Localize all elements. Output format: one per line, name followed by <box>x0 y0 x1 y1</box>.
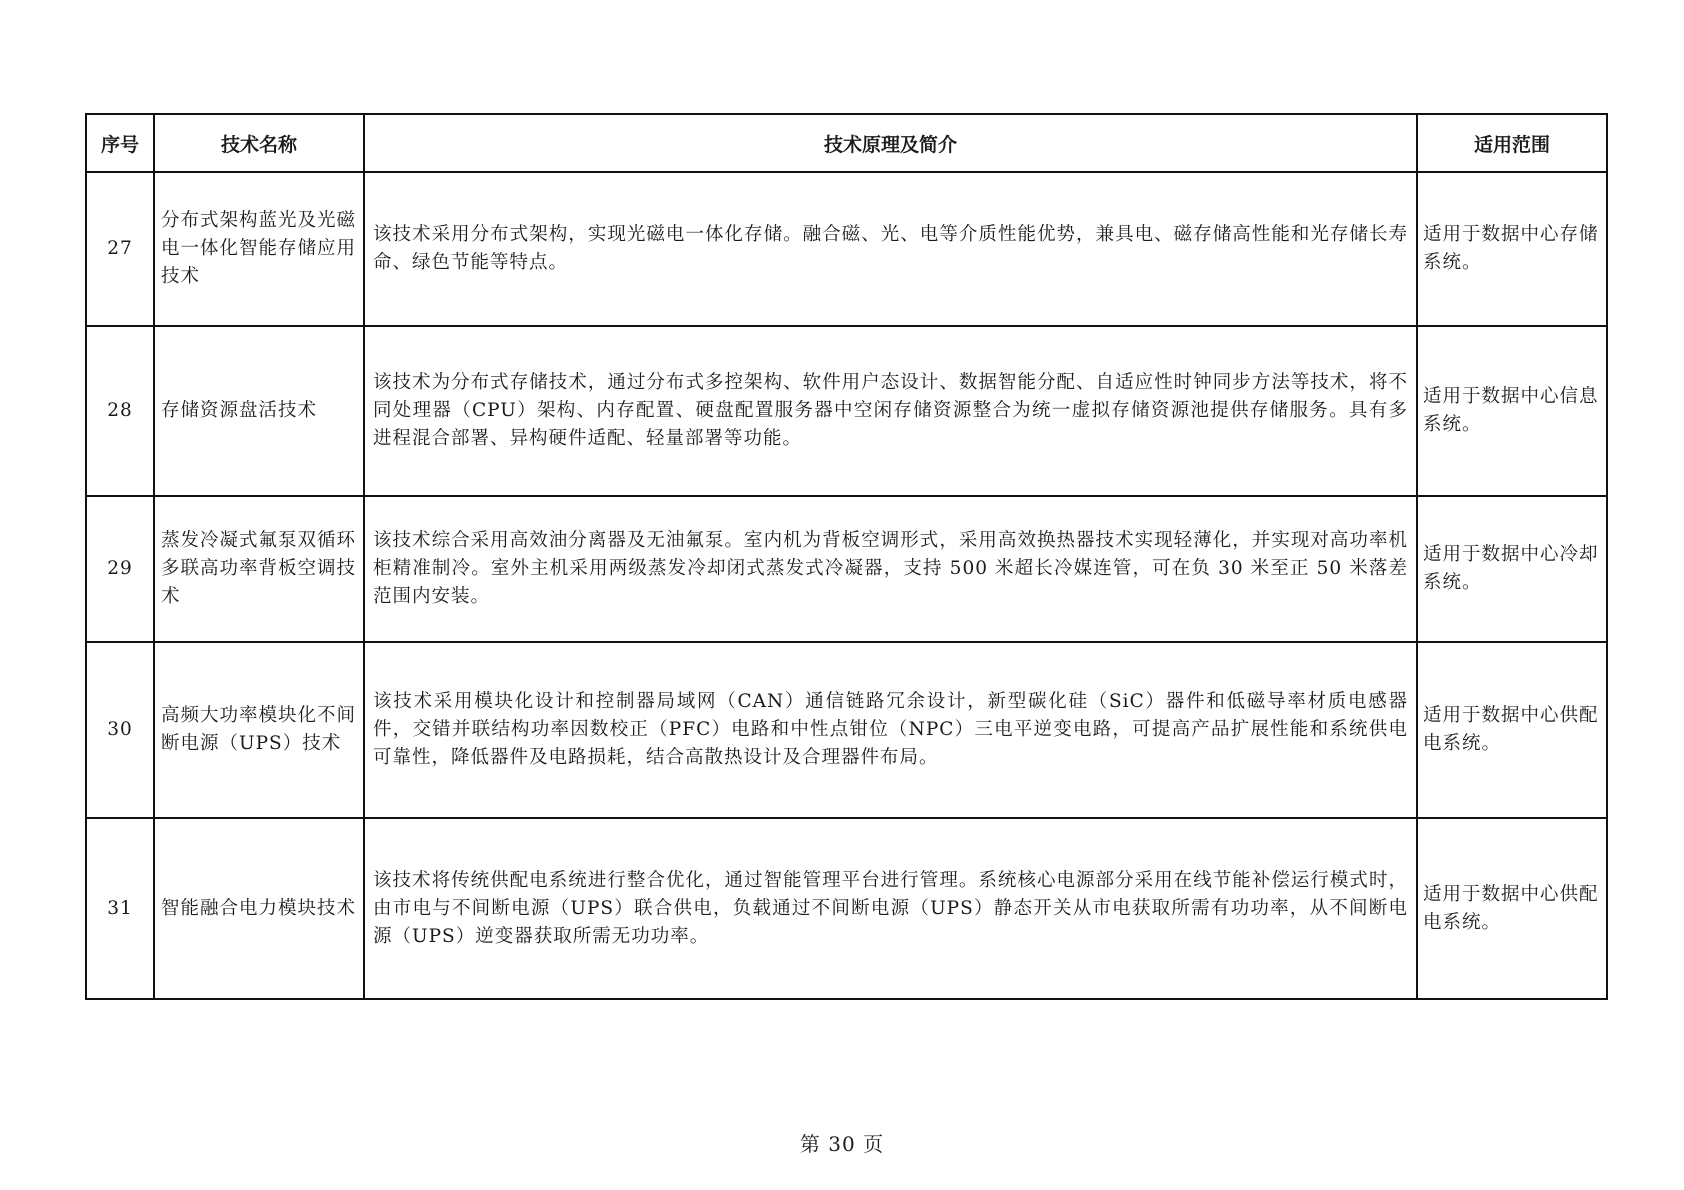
row-name: 存储资源盘活技术 <box>154 326 364 496</box>
header-description: 技术原理及简介 <box>364 114 1417 172</box>
row-name: 蒸发冷凝式氟泵双循环多联高功率背板空调技术 <box>154 496 364 642</box>
row-scope: 适用于数据中心存储系统。 <box>1417 172 1607 326</box>
table-row <box>86 818 1607 999</box>
table-header-row <box>86 114 1607 172</box>
page-number: 第 30 页 <box>799 1132 885 1156</box>
row-scope: 适用于数据中心信息系统。 <box>1417 326 1607 496</box>
technology-table <box>85 113 1608 1000</box>
row-description: 该技术将传统供配电系统进行整合优化，通过智能管理平台进行管理。系统核心电源部分采用在线节能补偿运行模式时，由市电与不间断电源（UPS）联合供电，负载通过不间断电源（UPS）静态开关从市电获取所需有功功率，从不间断电源（UPS）逆变器获取所需无功功率。 <box>364 818 1417 999</box>
row-description: 该技术为分布式存储技术，通过分布式多控架构、软件用户态设计、数据智能分配、自适应性时钟同步方法等技术，将不同处理器（CPU）架构、内存配置、硬盘配置服务器中空闲存储资源整合为统一虚拟存储资源池提供存储服务。具有多进程混合部署、异构硬件适配、轻量部署等功能。 <box>364 326 1417 496</box>
row-no: 31 <box>86 818 154 999</box>
header-name: 技术名称 <box>154 114 364 172</box>
row-no: 28 <box>86 326 154 496</box>
header-no: 序号 <box>86 114 154 172</box>
row-no: 29 <box>86 496 154 642</box>
row-description: 该技术采用分布式架构，实现光磁电一体化存储。融合磁、光、电等介质性能优势，兼具电、磁存储高性能和光存储长寿命、绿色节能等特点。 <box>364 172 1417 326</box>
table-row <box>86 496 1607 642</box>
row-name: 高频大功率模块化不间断电源（UPS）技术 <box>154 642 364 818</box>
row-scope: 适用于数据中心供配电系统。 <box>1417 642 1607 818</box>
header-scope: 适用范围 <box>1417 114 1607 172</box>
row-no: 30 <box>86 642 154 818</box>
row-scope: 适用于数据中心冷却系统。 <box>1417 496 1607 642</box>
row-no: 27 <box>86 172 154 326</box>
table-row <box>86 326 1607 496</box>
table-row <box>86 642 1607 818</box>
row-description: 该技术采用模块化设计和控制器局域网（CAN）通信链路冗余设计，新型碳化硅（SiC）器件和低磁导率材质电感器件，交错并联结构功率因数校正（PFC）电路和中性点钳位（NPC）三电平逆变电路，可提高产品扩展性能和系统供电可靠性，降低器件及电路损耗，结合高散热设计及合理器件布局。 <box>364 642 1417 818</box>
table-row <box>86 172 1607 326</box>
row-name: 分布式架构蓝光及光磁电一体化智能存储应用技术 <box>154 172 364 326</box>
row-name: 智能融合电力模块技术 <box>154 818 364 999</box>
row-description: 该技术综合采用高效油分离器及无油氟泵。室内机为背板空调形式，采用高效换热器技术实现轻薄化，并实现对高功率机柜精准制冷。室外主机采用两级蒸发冷却闭式蒸发式冷凝器，支持 500 米超长冷媒连管，可在负 30 米至正 50 米落差范围内安装。 <box>364 496 1417 642</box>
row-scope: 适用于数据中心供配电系统。 <box>1417 818 1607 999</box>
